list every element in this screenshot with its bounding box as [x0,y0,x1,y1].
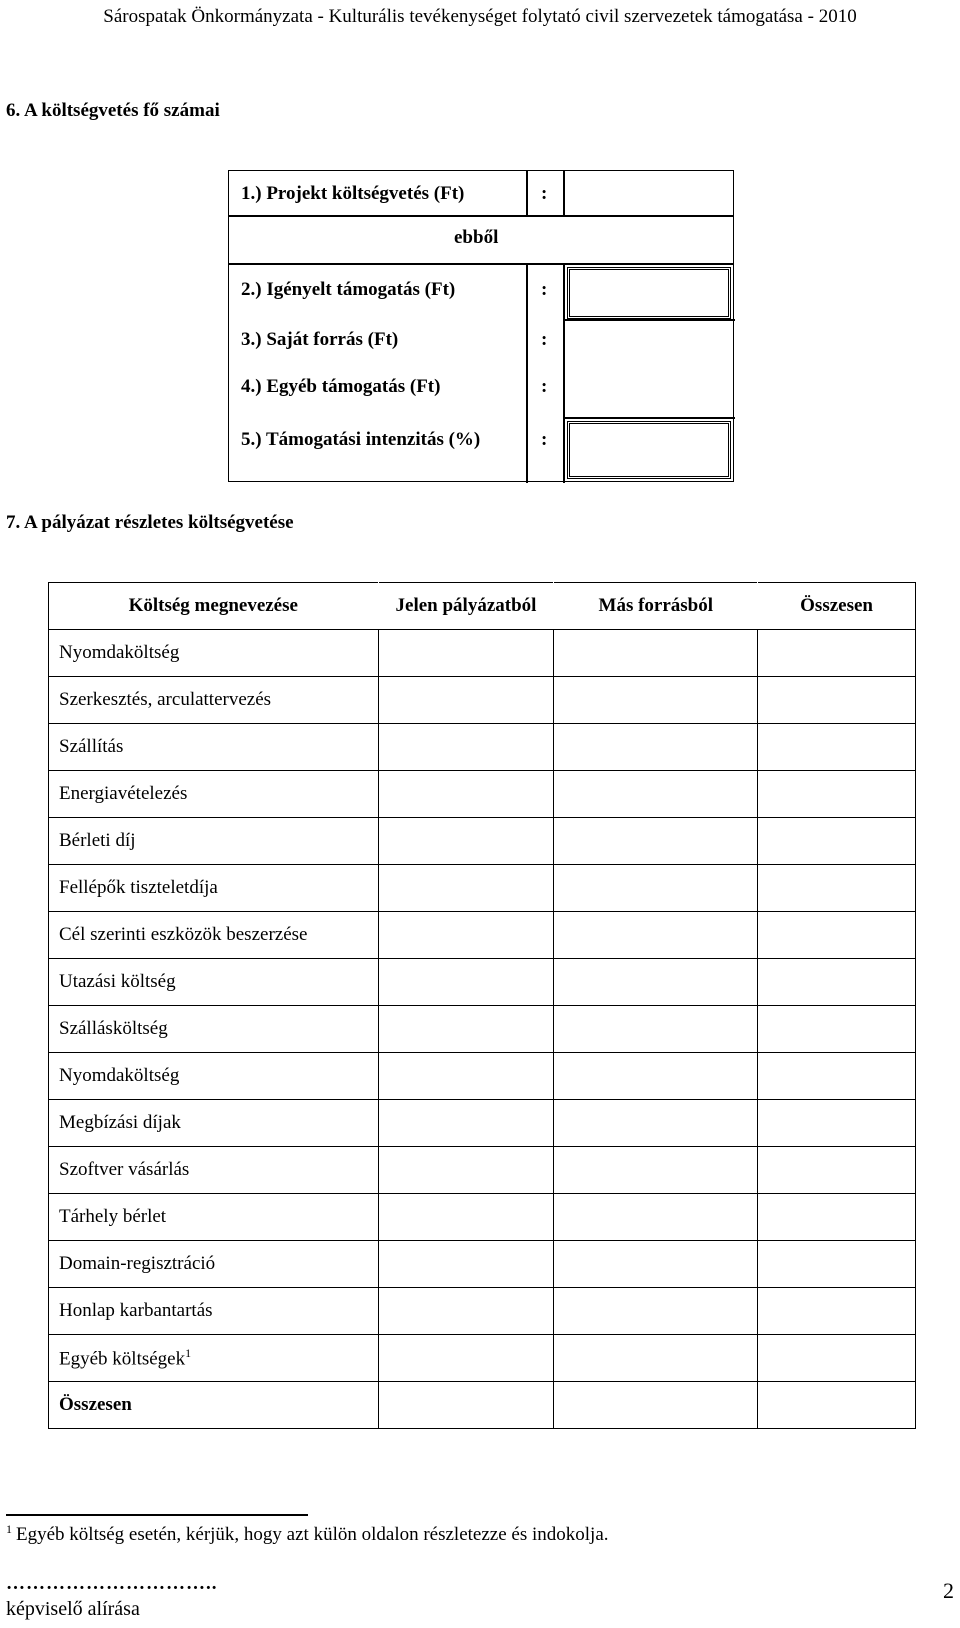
cell-other-sources[interactable] [554,865,758,912]
footnote-reference: 1 [185,1345,192,1360]
cell-total[interactable] [758,1241,916,1288]
cell-this-application[interactable] [378,1100,554,1147]
cell-other-sources[interactable] [554,912,758,959]
table-total-row [49,1382,916,1429]
cell-this-application[interactable] [378,912,554,959]
cell-this-application[interactable] [378,959,554,1006]
table-row [49,677,916,724]
row-label: Szállítás [49,724,379,771]
cell-this-application[interactable] [378,1382,554,1429]
other-support-value[interactable] [565,369,733,417]
separator [229,263,733,265]
row-label: Tárhely bérlet [49,1194,379,1241]
column-header-total: Összesen [758,583,916,630]
cell-other-sources[interactable] [554,1006,758,1053]
cell-other-sources[interactable] [554,818,758,865]
summary-colon: : [541,329,548,350]
cell-this-application[interactable] [378,1147,554,1194]
cell-this-application[interactable] [378,818,554,865]
summary-label-project-budget: 1.) Projekt költségvetés (Ft) [241,183,465,204]
row-label: Egyéb költségek [59,1348,186,1370]
cell-total[interactable] [758,1382,916,1429]
signature-line: ………………………….. [6,1573,218,1594]
row-label: Nyomdaköltség [49,1053,379,1100]
cell-total[interactable] [758,1100,916,1147]
cell-other-sources[interactable] [554,1335,758,1382]
cell-other-sources[interactable] [554,724,758,771]
row-label: Honlap karbantartás [49,1288,379,1335]
table-row [49,724,916,771]
own-resources-value[interactable] [565,321,733,369]
column-header-other-sources: Más forrásból [554,583,758,630]
table-row [49,1147,916,1194]
cell-this-application[interactable] [378,771,554,818]
row-label: Domain-regisztráció [49,1241,379,1288]
cell-total[interactable] [758,865,916,912]
cell-total[interactable] [758,959,916,1006]
cell-this-application[interactable] [378,1006,554,1053]
summary-label-own-resources: 3.) Saját forrás (Ft) [241,329,399,350]
cell-total[interactable] [758,818,916,865]
table-row [49,1100,916,1147]
cell-this-application[interactable] [378,1194,554,1241]
summary-colon: : [541,376,548,397]
cell-this-application[interactable] [378,1241,554,1288]
summary-colon: : [541,279,548,300]
requested-support-value[interactable] [567,267,731,319]
cell-total[interactable] [758,912,916,959]
document-header-title: Sárospatak Önkormányzata - Kulturális tevékenységet folytató civil szervezetek támogatása - 2010 [103,6,857,27]
cell-other-sources[interactable] [554,1241,758,1288]
project-budget-value[interactable] [565,171,733,215]
row-label: Cél szerinti eszközök beszerzése [49,912,379,959]
cell-this-application[interactable] [378,1288,554,1335]
table-row [49,1241,916,1288]
row-label: Szoftver vásárlás [49,1147,379,1194]
summary-label-requested-support: 2.) Igényelt támogatás (Ft) [241,279,456,300]
footnote [6,1524,609,1546]
cell-other-sources[interactable] [554,1288,758,1335]
cell-total[interactable] [758,771,916,818]
separator [526,171,528,215]
table-row [49,771,916,818]
cell-other-sources[interactable] [554,630,758,677]
section-7-heading: 7. A pályázat részletes költségvetése [6,512,294,533]
support-intensity-value[interactable] [567,421,731,479]
summary-colon: : [541,429,548,450]
separator [229,215,733,217]
cell-total[interactable] [758,724,916,771]
footnote-marker: 1 [6,1522,12,1536]
table-row [49,1335,916,1382]
cell-total[interactable] [758,677,916,724]
column-header-cost-name: Költség megnevezése [49,583,379,630]
table-row [49,959,916,1006]
cell-total[interactable] [758,1053,916,1100]
row-label: Utazási költség [49,959,379,1006]
detailed-budget-table [48,582,916,1429]
table-row [49,1194,916,1241]
cell-other-sources[interactable] [554,771,758,818]
summary-colon: : [541,183,548,204]
row-label: Fellépők tiszteletdíja [49,865,379,912]
budget-summary-box [228,170,734,482]
cell-total[interactable] [758,1194,916,1241]
row-label-with-footnote [49,1335,379,1382]
cell-this-application[interactable] [378,865,554,912]
table-row [49,912,916,959]
table-row [49,818,916,865]
summary-label-other-support: 4.) Egyéb támogatás (Ft) [241,376,441,397]
cell-other-sources[interactable] [554,1194,758,1241]
cell-total[interactable] [758,1006,916,1053]
cell-this-application[interactable] [378,630,554,677]
table-row [49,865,916,912]
table-header-row [49,583,916,630]
cell-other-sources[interactable] [554,1053,758,1100]
cell-total[interactable] [758,1147,916,1194]
row-label: Bérleti díj [49,818,379,865]
cell-this-application[interactable] [378,677,554,724]
footnote-text: Egyéb költség esetén, kérjük, hogy azt külön oldalon részletezze és indokolja. [16,1524,609,1545]
table-row [49,1288,916,1335]
summary-label-of-which: ebből [454,227,499,248]
cell-other-sources[interactable] [554,1147,758,1194]
cell-this-application[interactable] [378,1053,554,1100]
cell-other-sources[interactable] [554,1100,758,1147]
table-row [49,1053,916,1100]
separator [526,263,528,483]
cell-this-application[interactable] [378,1335,554,1382]
row-label: Szerkesztés, arculattervezés [49,677,379,724]
row-label: Energiavételezés [49,771,379,818]
footnote-separator [6,1514,308,1516]
cell-total[interactable] [758,1288,916,1335]
table-row [49,630,916,677]
table-row [49,1006,916,1053]
cell-total[interactable] [758,1335,916,1382]
separator [565,417,735,419]
cell-other-sources[interactable] [554,1382,758,1429]
row-label: Megbízási díjak [49,1100,379,1147]
section-6-heading: 6. A költségvetés fő számai [6,100,220,121]
cell-other-sources[interactable] [554,677,758,724]
cell-this-application[interactable] [378,724,554,771]
cell-total[interactable] [758,630,916,677]
summary-label-support-intensity: 5.) Támogatási intenzitás (%) [241,429,481,450]
row-label: Szállásköltség [49,1006,379,1053]
page-number: 2 [943,1578,954,1603]
total-row-label: Összesen [49,1382,379,1429]
row-label: Nyomdaköltség [49,630,379,677]
column-header-this-application: Jelen pályázatból [378,583,554,630]
cell-other-sources[interactable] [554,959,758,1006]
signature-label: képviselő alírása [6,1598,140,1620]
